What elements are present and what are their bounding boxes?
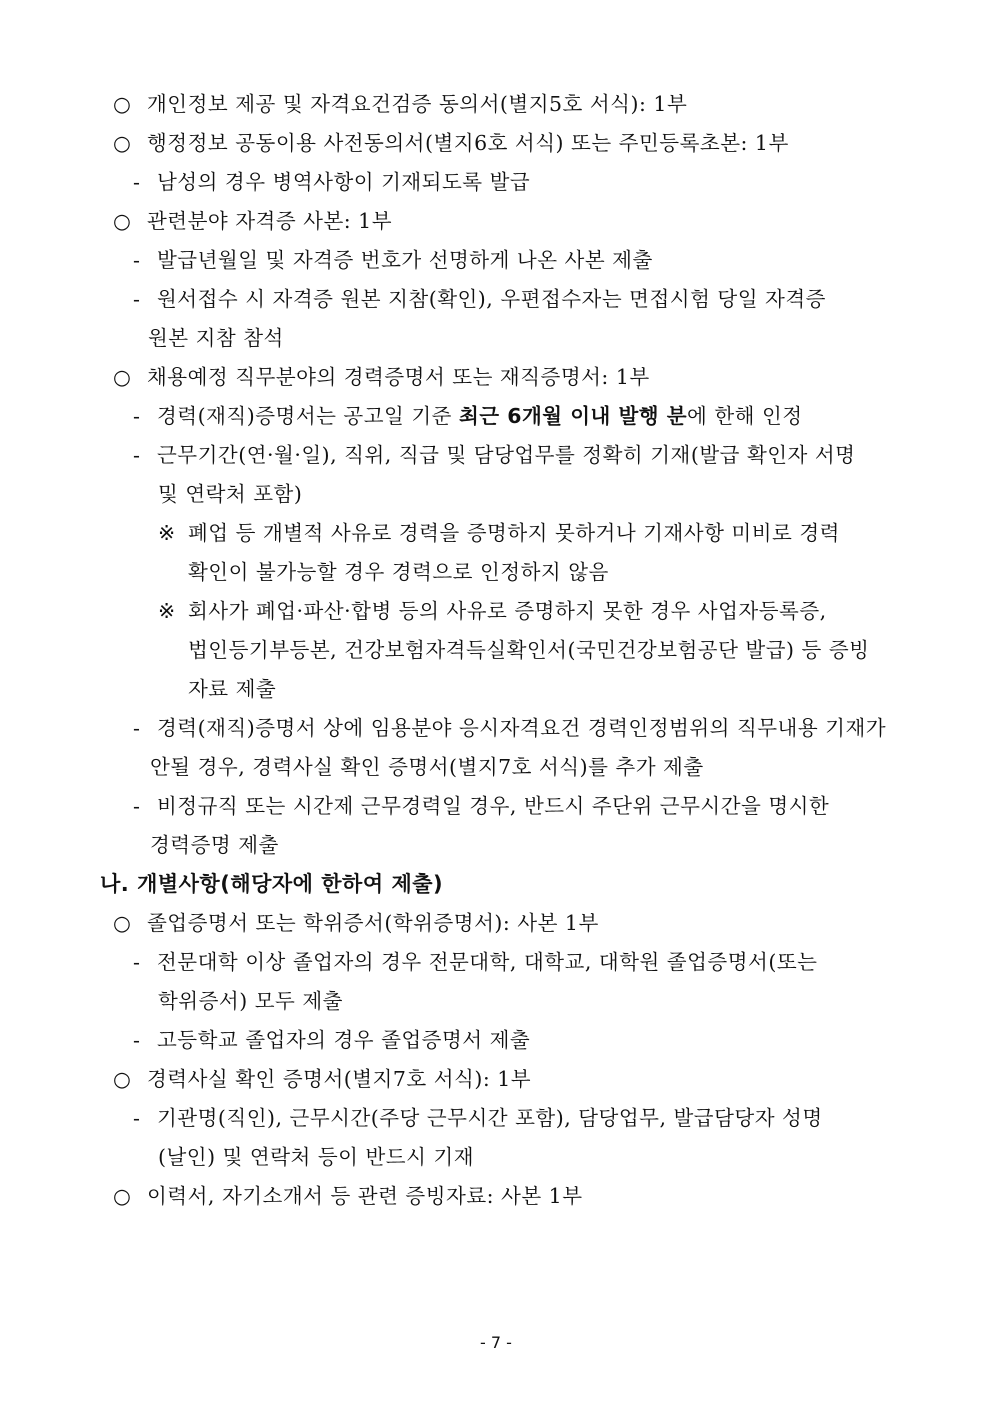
circle-bullet: ○	[113, 92, 132, 116]
item-text: 비정규직 또는 시간제 근무경력일 경우, 반드시 주단위 근무시간을 명시한	[157, 794, 830, 818]
item-text: 원서접수 시 자격증 원본 지참(확인), 우편접수자는 면접시험 당일 자격증	[157, 287, 826, 311]
item-text: 채용예정 직무분야의 경력증명서 또는 재직증명서: 1부	[147, 365, 650, 389]
note-bankruptcy	[158, 597, 827, 625]
sub-item-institution	[133, 1104, 823, 1132]
sub-item-career-period	[133, 441, 855, 469]
item-text: 폐업 등 개별적 사유로 경력을 증명하지 못하거나 기재사항 미비로 경력	[188, 521, 840, 545]
item-text: 전문대학 이상 졸업자의 경우 전문대학, 대학교, 대학원 졸업증명서(또는	[157, 950, 818, 974]
sub-item-military	[133, 168, 530, 196]
item-text: 학위증서) 모두 제출	[158, 989, 343, 1013]
item-admin-info-consent	[113, 129, 789, 157]
item-text: 경력증명 제출	[150, 833, 279, 857]
sub-item-college	[133, 948, 817, 976]
note-continuation	[188, 675, 276, 703]
item-text: 행정정보 공동이용 사전동의서(별지6호 서식) 또는 주민등록초본: 1부	[147, 131, 789, 155]
note-mark: ※	[158, 521, 176, 545]
item-text: (날인) 및 연락처 등이 반드시 기재	[158, 1145, 475, 1169]
sub-item-continuation	[150, 831, 279, 859]
dash-bullet: -	[133, 248, 141, 272]
note-continuation	[188, 636, 869, 664]
sub-item-career-scope	[133, 714, 886, 742]
item-text: 근무기간(연·월·일), 직위, 직급 및 담당업무를 정확히 기재(발급 확인자 서명	[157, 443, 856, 467]
item-text: 원본 지참 참석	[148, 326, 284, 350]
dash-bullet: -	[133, 950, 141, 974]
circle-bullet: ○	[113, 1067, 132, 1091]
circle-bullet: ○	[113, 1184, 132, 1208]
sub-item-license-date	[133, 246, 653, 274]
sub-item-continuation	[150, 753, 704, 781]
dash-bullet: -	[133, 716, 141, 740]
emphasis-text: 최근 6개월 이내 발행 분	[458, 404, 688, 428]
dash-bullet: -	[133, 794, 141, 818]
dash-bullet: -	[133, 1028, 141, 1052]
sub-item-license-original	[133, 285, 826, 313]
note-continuation	[188, 558, 609, 586]
dash-bullet: -	[133, 443, 141, 467]
circle-bullet: ○	[113, 365, 132, 389]
page-number: - 7 -	[480, 1333, 512, 1352]
dash-bullet: -	[133, 404, 141, 428]
item-text: 경력사실 확인 증명서(별지7호 서식): 1부	[147, 1067, 532, 1091]
sub-item-career-recent	[133, 402, 803, 430]
dash-bullet: -	[133, 1106, 141, 1130]
item-resume	[113, 1182, 583, 1210]
sub-item-continuation	[158, 1143, 474, 1171]
circle-bullet: ○	[113, 131, 132, 155]
item-graduation-certificate	[113, 909, 599, 937]
item-text: 고등학교 졸업자의 경우 졸업증명서 제출	[157, 1028, 531, 1052]
dash-bullet: -	[133, 287, 141, 311]
item-text: 자료 제출	[188, 677, 277, 701]
item-text: 졸업증명서 또는 학위증서(학위증명서): 사본 1부	[147, 911, 599, 935]
note-closure	[158, 519, 840, 547]
item-text: 회사가 폐업·파산·합병 등의 사유로 증명하지 못한 경우 사업자등록증,	[188, 599, 827, 623]
item-text: 발급년월일 및 자격증 번호가 선명하게 나온 사본 제출	[157, 248, 653, 272]
item-career-certificate	[113, 363, 650, 391]
sub-item-continuation	[148, 324, 284, 352]
item-career-fact-certificate	[113, 1065, 531, 1093]
item-text: 관련분야 자격증 사본: 1부	[147, 209, 393, 233]
circle-bullet: ○	[113, 911, 132, 935]
dash-bullet: -	[133, 170, 141, 194]
item-text: 경력(재직)증명서 상에 임용분야 응시자격요건 경력인정범위의 직무내용 기재가	[157, 716, 887, 740]
item-consent-form	[113, 90, 687, 118]
note-mark: ※	[158, 599, 176, 623]
item-text: 안될 경우, 경력사실 확인 증명서(별지7호 서식)를 추가 제출	[150, 755, 704, 779]
item-text: 법인등기부등본, 건강보험자격득실확인서(국민건강보험공단 발급) 등 증빙	[188, 638, 870, 662]
item-text: 기관명(직인), 근무시간(주당 근무시간 포함), 담당업무, 발급담당자 성명	[157, 1106, 823, 1130]
item-text: 확인이 불가능할 경우 경력으로 인정하지 않음	[188, 560, 609, 584]
sub-item-part-time	[133, 792, 829, 820]
item-text: 이력서, 자기소개서 등 관련 증빙자료: 사본 1부	[147, 1184, 583, 1208]
item-text: 남성의 경우 병역사항이 기재되도록 발급	[157, 170, 531, 194]
sub-item-continuation	[158, 480, 302, 508]
circle-bullet: ○	[113, 209, 132, 233]
item-text: 및 연락처 포함)	[158, 482, 303, 506]
item-text: 에 한해 인정	[687, 404, 803, 428]
section-heading: 나. 개별사항(해당자에 한하여 제출)	[100, 872, 444, 896]
item-text: 개인정보 제공 및 자격요건검증 동의서(별지5호 서식): 1부	[147, 92, 688, 116]
item-text: 경력(재직)증명서는 공고일 기준	[157, 404, 459, 428]
sub-item-continuation	[158, 987, 343, 1015]
item-license-copy	[113, 207, 392, 235]
sub-item-highschool	[133, 1026, 530, 1054]
